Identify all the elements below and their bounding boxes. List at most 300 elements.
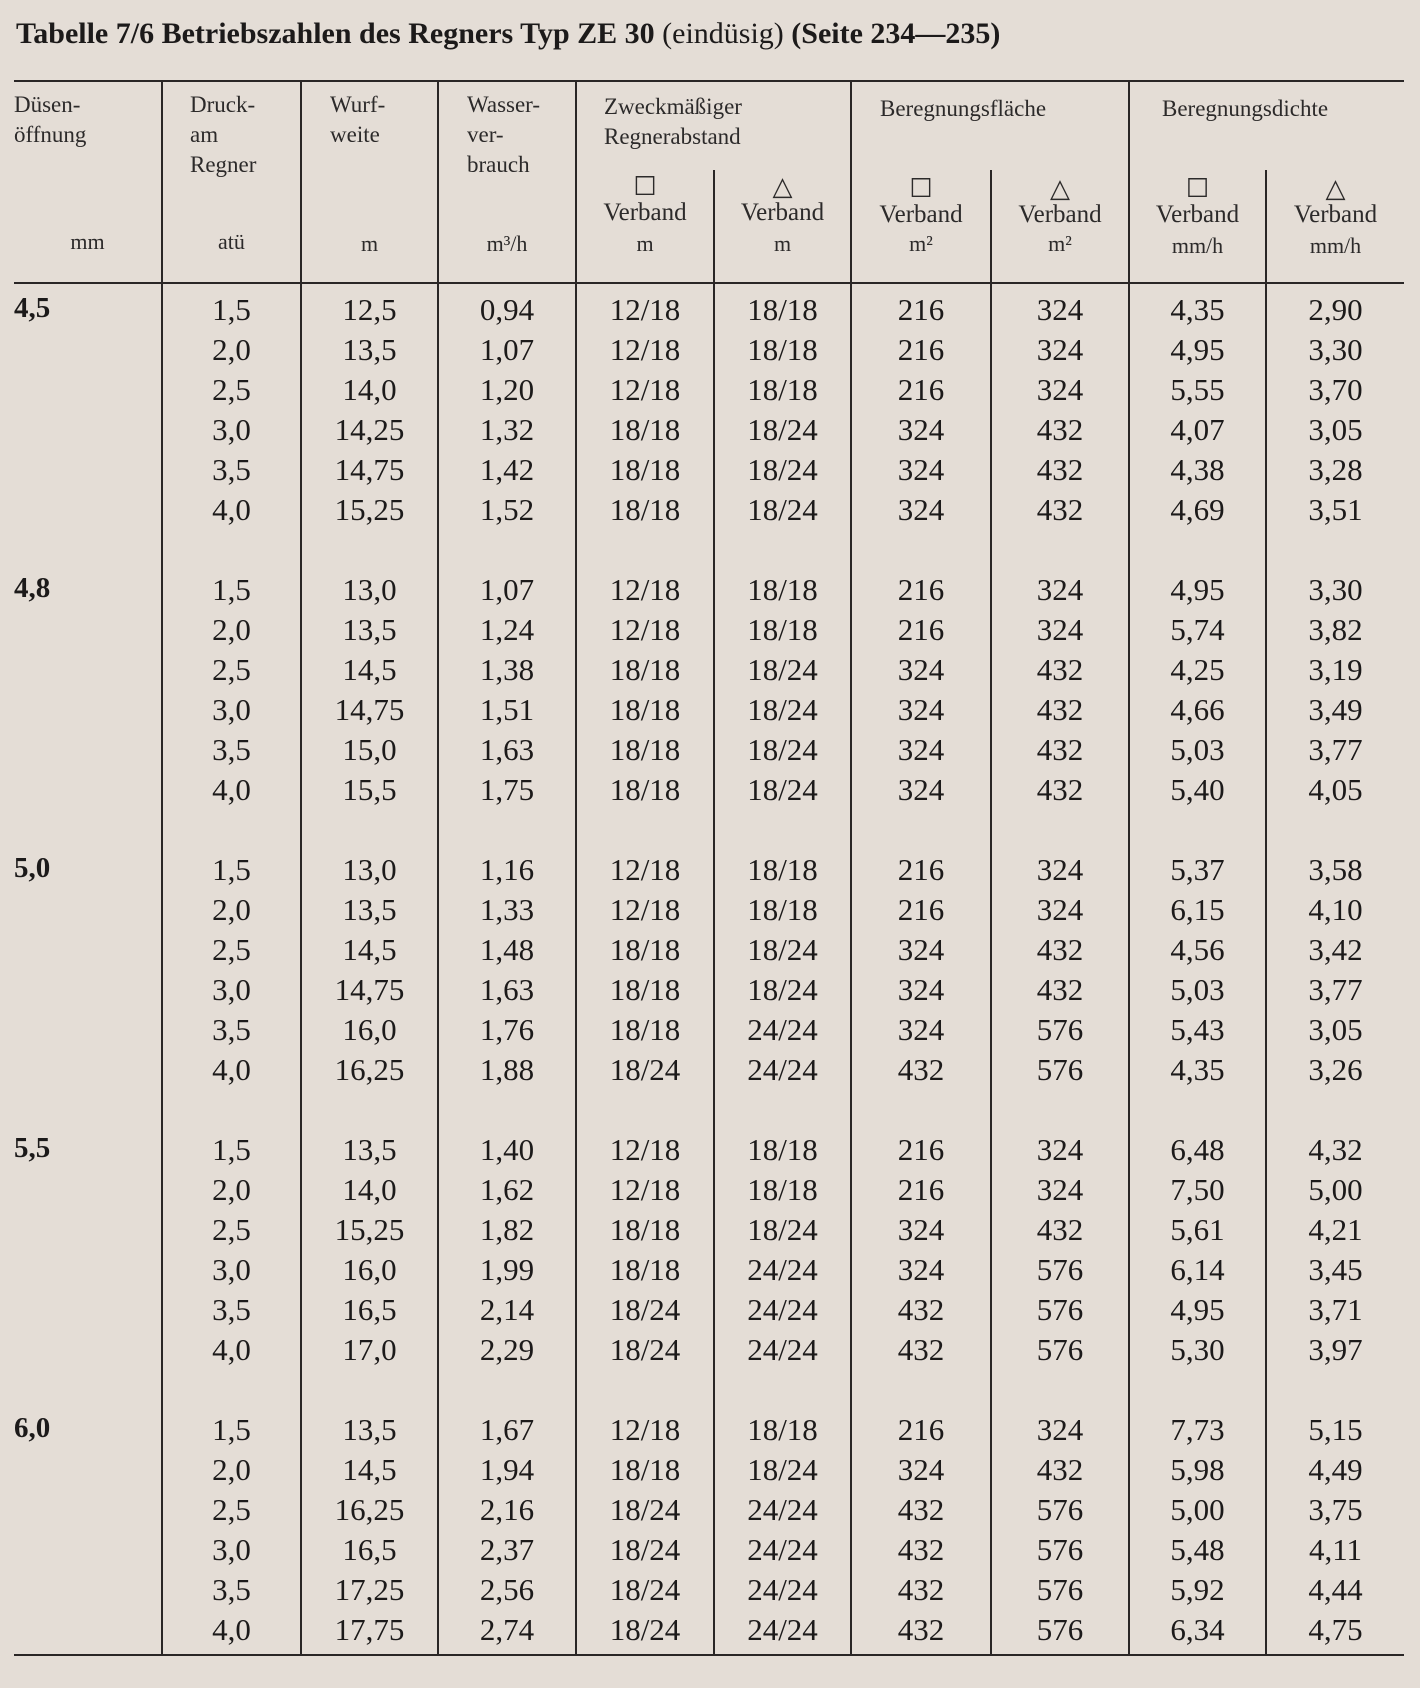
table-row: [0, 330, 1420, 370]
cell-dichte-square: 6,14: [1170, 1252, 1225, 1287]
cell-wurfweite: 17,75: [334, 1612, 405, 1647]
cell-dichte-triangle: 3,71: [1308, 1292, 1363, 1327]
cell-abstand-triangle: 18/18: [747, 852, 818, 887]
verband-label: Verband: [1293, 201, 1378, 228]
cell-druck: 4,0: [212, 1612, 251, 1647]
cell-wasserverbrauch: 1,38: [479, 652, 535, 687]
cell-wurfweite: 15,25: [334, 492, 405, 527]
table-row: [0, 1410, 1420, 1450]
cell-dichte-square: 4,35: [1170, 1052, 1225, 1087]
verband-label: Verband: [603, 199, 687, 226]
cell-flaeche-square: 216: [897, 1132, 945, 1167]
cell-druck: 2,5: [212, 1492, 251, 1527]
cell-druck: 3,5: [212, 1572, 251, 1607]
table-row: [0, 570, 1420, 610]
cell-dichte-square: 5,37: [1170, 852, 1225, 887]
cell-dichte-triangle: 3,30: [1308, 332, 1363, 367]
header-regnerabstand: Zweckmäßiger Regnerabstand: [604, 94, 742, 149]
unit-wasser: m³/h: [486, 231, 528, 256]
table-row: [0, 690, 1420, 730]
cell-abstand-square: 18/18: [609, 972, 681, 1007]
cell-wasserverbrauch: 2,37: [479, 1532, 535, 1567]
rule-top: [14, 80, 1404, 82]
cell-wurfweite: 14,0: [342, 1172, 397, 1207]
cell-abstand-square: 18/24: [609, 1572, 681, 1607]
cell-dichte-square: 5,92: [1170, 1572, 1225, 1607]
cell-wasserverbrauch: 1,42: [479, 452, 535, 487]
cell-abstand-square: 18/24: [609, 1332, 681, 1367]
unit-dichte-triangle: mm/h: [1309, 233, 1362, 258]
rule-header-bottom: [14, 282, 1404, 284]
cell-wurfweite: 12,5: [342, 292, 397, 327]
cell-dichte-triangle: 5,00: [1308, 1172, 1363, 1207]
cell-abstand-square: 18/18: [609, 772, 681, 807]
cell-dichte-triangle: 4,49: [1308, 1452, 1363, 1487]
cell-dichte-square: 7,73: [1170, 1412, 1225, 1447]
cell-wurfweite: 13,5: [342, 332, 397, 367]
cell-flaeche-square: 324: [897, 732, 945, 767]
cell-dichte-triangle: 3,26: [1308, 1052, 1363, 1087]
square-verband-symbol: ☐: [633, 172, 657, 201]
cell-dichte-square: 5,61: [1170, 1212, 1225, 1247]
cell-wurfweite: 13,0: [342, 852, 397, 887]
cell-dichte-square: 4,95: [1170, 572, 1225, 607]
cell-dichte-square: 5,43: [1170, 1012, 1225, 1047]
cell-wurfweite: 16,5: [342, 1292, 397, 1327]
cell-flaeche-square: 324: [897, 692, 945, 727]
header-duesenoeffnung: Düsen- öffnung: [14, 92, 87, 147]
cell-wasserverbrauch: 1,20: [479, 372, 535, 407]
cell-dichte-triangle: 3,05: [1308, 1012, 1363, 1047]
cell-abstand-square: 18/18: [609, 692, 681, 727]
cell-flaeche-triangle: 432: [1036, 652, 1084, 687]
cell-druck: 3,0: [212, 412, 251, 447]
cell-wasserverbrauch: 1,63: [479, 732, 535, 767]
cell-wurfweite: 16,25: [334, 1052, 405, 1087]
cell-abstand-square: 12/18: [609, 292, 681, 327]
cell-druck: 2,5: [212, 372, 251, 407]
triangle-verband-symbol: △: [1050, 174, 1070, 203]
cell-flaeche-square: 324: [897, 1212, 945, 1247]
cell-abstand-triangle: 24/24: [747, 1052, 818, 1087]
cell-abstand-square: 18/18: [609, 732, 681, 767]
cell-flaeche-square: 324: [897, 1012, 945, 1047]
cell-wurfweite: 14,75: [334, 692, 405, 727]
cell-abstand-triangle: 18/18: [747, 892, 818, 927]
cell-dichte-square: 4,35: [1170, 292, 1225, 327]
cell-abstand-triangle: 18/24: [747, 692, 818, 727]
cell-wurfweite: 14,5: [342, 1452, 397, 1487]
cell-wurfweite: 13,5: [342, 1132, 397, 1167]
cell-dichte-square: 4,25: [1170, 652, 1225, 687]
cell-dichte-square: 6,48: [1170, 1132, 1225, 1167]
cell-flaeche-triangle: 576: [1036, 1332, 1084, 1367]
cell-dichte-triangle: 3,97: [1308, 1332, 1363, 1367]
cell-flaeche-triangle: 576: [1036, 1292, 1084, 1327]
cell-flaeche-triangle: 324: [1036, 852, 1084, 887]
cell-wasserverbrauch: 0,94: [479, 292, 535, 327]
cell-wurfweite: 14,0: [342, 372, 397, 407]
cell-dichte-triangle: 3,05: [1308, 412, 1363, 447]
cell-wasserverbrauch: 2,56: [479, 1572, 535, 1607]
cell-flaeche-square: 216: [897, 892, 945, 927]
cell-dichte-triangle: 3,58: [1308, 852, 1363, 887]
cell-dichte-triangle: 3,49: [1308, 692, 1363, 727]
cell-dichte-triangle: 2,90: [1308, 292, 1363, 327]
cell-flaeche-square: 324: [897, 652, 945, 687]
cell-wasserverbrauch: 1,99: [479, 1252, 535, 1287]
cell-abstand-square: 18/24: [609, 1612, 681, 1647]
triangle-verband-symbol: △: [1325, 174, 1346, 203]
cell-abstand-triangle: 24/24: [747, 1532, 818, 1567]
cell-abstand-triangle: 18/24: [747, 1212, 818, 1247]
cell-abstand-square: 12/18: [609, 572, 681, 607]
table-row: [0, 930, 1420, 970]
cell-wasserverbrauch: 1,76: [479, 1012, 535, 1047]
cell-wurfweite: 16,25: [334, 1492, 405, 1527]
cell-flaeche-triangle: 432: [1036, 492, 1084, 527]
cell-abstand-square: 18/24: [609, 1052, 681, 1087]
cell-wasserverbrauch: 2,74: [479, 1612, 535, 1647]
cell-druck: 1,5: [212, 292, 251, 327]
verband-label: Verband: [1018, 201, 1102, 228]
cell-dichte-square: 4,07: [1170, 412, 1225, 447]
table-row: [0, 1610, 1420, 1650]
cell-druck: 2,0: [212, 612, 251, 647]
cell-wasserverbrauch: 1,88: [479, 1052, 535, 1087]
cell-wasserverbrauch: 2,14: [479, 1292, 535, 1327]
cell-abstand-triangle: 18/24: [747, 732, 818, 767]
cell-wasserverbrauch: 1,07: [479, 572, 535, 607]
cell-flaeche-square: 216: [897, 572, 945, 607]
cell-flaeche-square: 216: [897, 292, 945, 327]
table-row: [0, 850, 1420, 890]
cell-dichte-square: 5,40: [1170, 772, 1225, 807]
table-row: [0, 1490, 1420, 1530]
cell-flaeche-triangle: 324: [1036, 1172, 1084, 1207]
cell-dichte-square: 5,55: [1170, 372, 1225, 407]
cell-abstand-square: 12/18: [609, 1132, 681, 1167]
cell-abstand-square: 12/18: [609, 612, 681, 647]
cell-abstand-triangle: 18/24: [747, 972, 818, 1007]
cell-abstand-triangle: 18/24: [747, 452, 818, 487]
cell-druck: 3,5: [212, 1292, 251, 1327]
cell-flaeche-triangle: 432: [1036, 412, 1084, 447]
cell-flaeche-triangle: 432: [1036, 692, 1084, 727]
cell-flaeche-triangle: 576: [1036, 1052, 1084, 1087]
cell-druck: 3,5: [212, 452, 251, 487]
cell-druck: 3,5: [212, 732, 251, 767]
cell-abstand-square: 18/24: [609, 1492, 681, 1527]
cell-flaeche-triangle: 324: [1036, 612, 1084, 647]
cell-abstand-square: 18/18: [609, 1212, 681, 1247]
cell-flaeche-square: 432: [897, 1052, 945, 1087]
unit-flaeche-triangle: m²: [1048, 231, 1072, 256]
cell-flaeche-triangle: 432: [1036, 732, 1084, 767]
cell-abstand-triangle: 18/18: [747, 292, 818, 327]
title-main: Tabelle 7/6 Betriebszahlen des Regners Typ ZE 30: [16, 17, 655, 50]
cell-abstand-triangle: 18/24: [747, 772, 818, 807]
cell-flaeche-square: 432: [897, 1492, 945, 1527]
table-row: [0, 730, 1420, 770]
cell-dichte-square: 5,74: [1170, 612, 1225, 647]
cell-druck: 2,0: [212, 1452, 251, 1487]
unit-abstand-triangle: m: [773, 231, 792, 256]
cell-abstand-triangle: 24/24: [747, 1612, 818, 1647]
cell-dichte-triangle: 3,82: [1308, 612, 1363, 647]
cell-druck: 2,5: [212, 932, 251, 967]
cell-wurfweite: 13,5: [342, 612, 397, 647]
cell-abstand-triangle: 24/24: [747, 1492, 818, 1527]
cell-flaeche-square: 432: [897, 1332, 945, 1367]
cell-druck: 2,0: [212, 332, 251, 367]
cell-wasserverbrauch: 1,16: [479, 852, 535, 887]
cell-flaeche-triangle: 324: [1036, 572, 1084, 607]
cell-dichte-triangle: 3,19: [1308, 652, 1363, 687]
cell-wurfweite: 13,5: [342, 892, 397, 927]
cell-dichte-triangle: 4,32: [1308, 1132, 1363, 1167]
cell-wurfweite: 16,0: [342, 1012, 397, 1047]
cell-dichte-triangle: 3,70: [1308, 372, 1363, 407]
cell-wurfweite: 14,75: [334, 452, 405, 487]
cell-flaeche-square: 324: [897, 412, 945, 447]
cell-abstand-square: 18/18: [609, 1452, 681, 1487]
cell-flaeche-square: 216: [897, 612, 945, 647]
cell-flaeche-square: 216: [897, 1172, 945, 1207]
cell-flaeche-square: 324: [897, 972, 945, 1007]
cell-dichte-square: 5,03: [1170, 972, 1225, 1007]
cell-wasserverbrauch: 1,24: [479, 612, 535, 647]
cell-flaeche-triangle: 432: [1036, 1452, 1084, 1487]
cell-druck: 4,0: [212, 492, 251, 527]
table-row: [0, 610, 1420, 650]
cell-druck: 2,0: [212, 1172, 251, 1207]
table-row: [0, 1050, 1420, 1090]
cell-flaeche-triangle: 324: [1036, 1412, 1084, 1447]
nozzle-size: 6,0: [14, 1412, 51, 1444]
cell-abstand-triangle: 18/24: [747, 932, 818, 967]
table-row: [0, 1570, 1420, 1610]
cell-flaeche-square: 216: [897, 372, 945, 407]
cell-druck: 1,5: [212, 852, 251, 887]
cell-wasserverbrauch: 1,51: [479, 692, 535, 727]
table-row: [0, 1130, 1420, 1170]
cell-dichte-square: 4,56: [1170, 932, 1225, 967]
cell-dichte-square: 5,03: [1170, 732, 1225, 767]
cell-abstand-triangle: 18/18: [747, 332, 818, 367]
cell-druck: 2,0: [212, 892, 251, 927]
unit-dichte-square: mm/h: [1171, 233, 1224, 258]
cell-druck: 3,0: [212, 692, 251, 727]
cell-dichte-triangle: 3,42: [1308, 932, 1363, 967]
cell-dichte-square: 4,69: [1170, 492, 1225, 527]
cell-flaeche-triangle: 324: [1036, 372, 1084, 407]
cell-dichte-triangle: 3,77: [1308, 732, 1363, 767]
unit-wurf: m: [360, 231, 379, 256]
header-druck: Druck- am Regner: [190, 92, 257, 177]
cell-flaeche-triangle: 432: [1036, 932, 1084, 967]
cell-dichte-triangle: 3,51: [1308, 492, 1363, 527]
cell-wasserverbrauch: 1,63: [479, 972, 535, 1007]
cell-dichte-triangle: 4,05: [1308, 772, 1363, 807]
cell-wurfweite: 16,0: [342, 1252, 397, 1287]
cell-dichte-square: 4,95: [1170, 1292, 1225, 1327]
table-row: [0, 890, 1420, 930]
cell-abstand-square: 12/18: [609, 372, 681, 407]
cell-flaeche-square: 324: [897, 492, 945, 527]
cell-flaeche-triangle: 576: [1036, 1612, 1084, 1647]
table-row: [0, 1210, 1420, 1250]
cell-dichte-triangle: 5,15: [1308, 1412, 1363, 1447]
cell-flaeche-square: 216: [897, 332, 945, 367]
cell-abstand-square: 18/18: [609, 412, 681, 447]
cell-druck: 3,5: [212, 1012, 251, 1047]
rule-bottom: [14, 1654, 1404, 1656]
nozzle-size: 5,0: [14, 852, 51, 884]
cell-dichte-triangle: 4,21: [1308, 1212, 1363, 1247]
verband-label: Verband: [879, 201, 963, 228]
cell-dichte-triangle: 3,45: [1308, 1252, 1363, 1287]
unit-flaeche-square: m²: [909, 231, 933, 256]
cell-abstand-square: 18/24: [609, 1532, 681, 1567]
cell-wasserverbrauch: 1,75: [479, 772, 535, 807]
cell-abstand-triangle: 24/24: [747, 1332, 818, 1367]
cell-flaeche-triangle: 432: [1036, 772, 1084, 807]
unit-abstand-square: m: [636, 231, 654, 256]
cell-wurfweite: 17,25: [334, 1572, 405, 1607]
nozzle-size: 4,5: [14, 292, 51, 324]
cell-dichte-triangle: 3,77: [1308, 972, 1363, 1007]
cell-abstand-triangle: 18/18: [747, 372, 818, 407]
cell-flaeche-triangle: 324: [1036, 892, 1084, 927]
cell-druck: 4,0: [212, 772, 251, 807]
cell-flaeche-triangle: 324: [1036, 292, 1084, 327]
cell-abstand-square: 12/18: [609, 1172, 681, 1207]
cell-wurfweite: 15,5: [342, 772, 397, 807]
cell-dichte-square: 5,00: [1170, 1492, 1225, 1527]
cell-wasserverbrauch: 1,94: [479, 1452, 535, 1487]
cell-abstand-triangle: 18/18: [747, 1132, 818, 1167]
cell-abstand-triangle: 18/18: [747, 1172, 818, 1207]
cell-wasserverbrauch: 1,52: [479, 492, 535, 527]
cell-wasserverbrauch: 2,16: [479, 1492, 535, 1527]
cell-abstand-triangle: 18/18: [747, 612, 818, 647]
cell-druck: 1,5: [212, 1132, 251, 1167]
cell-abstand-triangle: 24/24: [747, 1012, 818, 1047]
cell-flaeche-triangle: 576: [1036, 1252, 1084, 1287]
cell-dichte-square: 6,34: [1170, 1612, 1225, 1647]
cell-druck: 1,5: [212, 572, 251, 607]
unit-druck: atü: [218, 229, 245, 254]
cell-dichte-square: 5,98: [1170, 1452, 1225, 1487]
cell-wasserverbrauch: 1,67: [479, 1412, 535, 1447]
cell-flaeche-square: 432: [897, 1612, 945, 1647]
cell-dichte-square: 4,66: [1170, 692, 1225, 727]
table-row: [0, 450, 1420, 490]
cell-dichte-triangle: 4,10: [1308, 892, 1363, 927]
cell-abstand-triangle: 18/18: [747, 572, 818, 607]
cell-wurfweite: 14,5: [342, 932, 397, 967]
cell-dichte-square: 6,15: [1170, 892, 1225, 927]
table-row: [0, 490, 1420, 530]
triangle-verband-symbol: △: [772, 172, 793, 201]
cell-dichte-square: 5,48: [1170, 1532, 1225, 1567]
cell-abstand-square: 18/18: [609, 452, 681, 487]
cell-flaeche-square: 324: [897, 452, 945, 487]
cell-wasserverbrauch: 1,82: [479, 1212, 535, 1247]
cell-abstand-square: 18/18: [609, 1012, 681, 1047]
table-row: [0, 770, 1420, 810]
cell-wurfweite: 14,5: [342, 652, 397, 687]
square-verband-symbol: ☐: [909, 174, 933, 203]
cell-abstand-triangle: 24/24: [747, 1292, 818, 1327]
cell-abstand-triangle: 24/24: [747, 1572, 818, 1607]
cell-wasserverbrauch: 1,33: [479, 892, 535, 927]
table-row: [0, 650, 1420, 690]
cell-dichte-triangle: 3,28: [1308, 452, 1363, 487]
cell-wasserverbrauch: 2,29: [479, 1332, 535, 1367]
cell-flaeche-square: 432: [897, 1292, 945, 1327]
title-page-ref: (Seite 234—235): [791, 17, 1001, 50]
cell-wurfweite: 13,5: [342, 1412, 397, 1447]
cell-abstand-square: 12/18: [609, 852, 681, 887]
cell-wasserverbrauch: 1,62: [479, 1172, 535, 1207]
cell-druck: 3,0: [212, 1532, 251, 1567]
cell-druck: 1,5: [212, 1412, 251, 1447]
cell-wurfweite: 15,0: [342, 732, 397, 767]
cell-flaeche-square: 324: [897, 1452, 945, 1487]
unit-duesen: mm: [70, 229, 105, 254]
cell-wasserverbrauch: 1,07: [479, 332, 535, 367]
cell-flaeche-triangle: 576: [1036, 1012, 1084, 1047]
cell-abstand-square: 12/18: [609, 892, 681, 927]
table-row: [0, 370, 1420, 410]
table-row: [0, 290, 1420, 330]
table-row: [0, 1010, 1420, 1050]
table-row: [0, 410, 1420, 450]
cell-abstand-square: 18/18: [609, 492, 681, 527]
cell-wurfweite: 15,25: [334, 1212, 405, 1247]
cell-druck: 3,0: [212, 1252, 251, 1287]
table-row: [0, 1450, 1420, 1490]
cell-wasserverbrauch: 1,48: [479, 932, 535, 967]
cell-flaeche-square: 216: [897, 852, 945, 887]
cell-flaeche-triangle: 324: [1036, 1132, 1084, 1167]
nozzle-size: 5,5: [14, 1132, 51, 1164]
cell-dichte-triangle: 4,75: [1308, 1612, 1363, 1647]
cell-wurfweite: 14,25: [334, 412, 405, 447]
cell-abstand-triangle: 18/24: [747, 1452, 818, 1487]
cell-druck: 2,5: [212, 1212, 251, 1247]
cell-dichte-triangle: 3,75: [1308, 1492, 1363, 1527]
cell-flaeche-triangle: 432: [1036, 1212, 1084, 1247]
cell-flaeche-triangle: 576: [1036, 1532, 1084, 1567]
table-row: [0, 1250, 1420, 1290]
table-row: [0, 1290, 1420, 1330]
cell-flaeche-triangle: 324: [1036, 332, 1084, 367]
header-beregnungsflaeche: Beregnungsfläche: [880, 96, 1047, 121]
cell-flaeche-triangle: 576: [1036, 1492, 1084, 1527]
cell-flaeche-square: 324: [897, 1252, 945, 1287]
nozzle-size: 4,8: [14, 572, 51, 604]
cell-dichte-square: 4,38: [1170, 452, 1225, 487]
table-row: [0, 1330, 1420, 1370]
cell-flaeche-square: 216: [897, 1412, 945, 1447]
cell-druck: 4,0: [212, 1332, 251, 1367]
header-wasserverbrauch: Wasser- ver- brauch: [467, 92, 541, 177]
cell-abstand-triangle: 24/24: [747, 1252, 818, 1287]
table-row: [0, 1530, 1420, 1570]
